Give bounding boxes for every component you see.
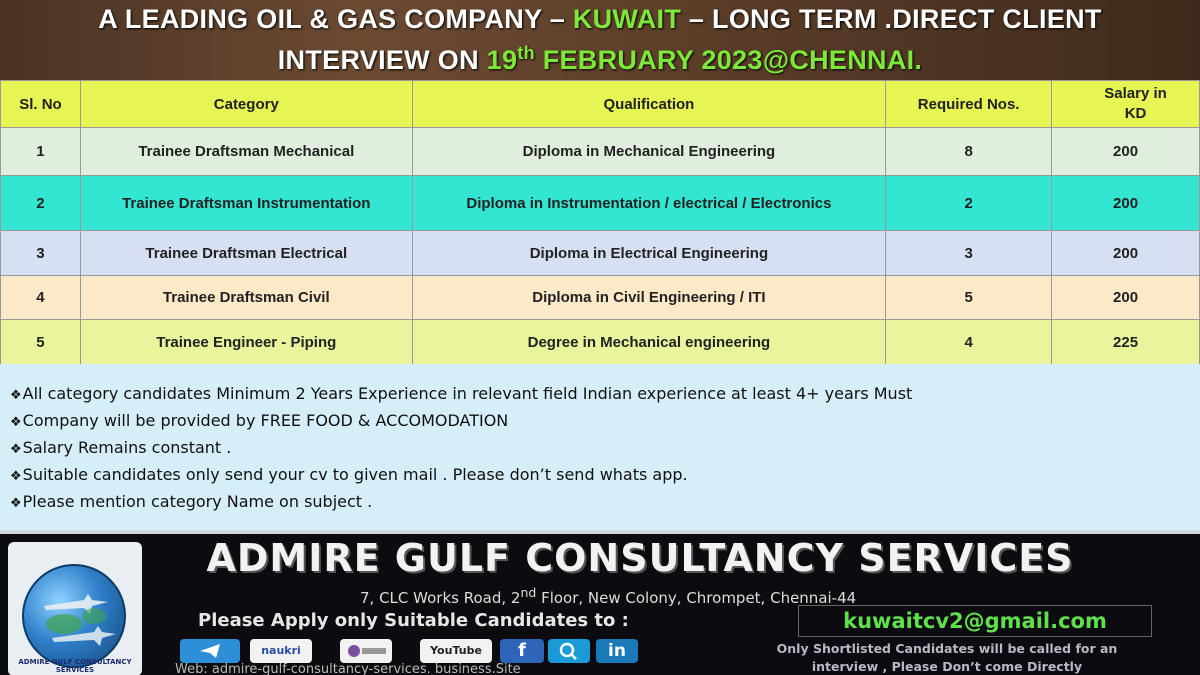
job-table [0, 80, 1200, 366]
address-sup: nd [520, 585, 537, 600]
header-line1-prefix: A LEADING OIL & GAS COMPANY – [98, 4, 573, 34]
diamond-bullet-icon: ❖ [10, 388, 22, 403]
cell-slno: 1 [1, 128, 81, 176]
interview-location: @CHENNAI. [762, 45, 923, 75]
cell-required: 4 [886, 320, 1052, 366]
note-text: All category candidates Minimum 2 Years Experience in relevant field Indian experience at least 4+ years Must [22, 384, 913, 403]
note-item [10, 461, 1200, 488]
brand-name: ADMIRE GULF CONSULTANCY SERVICES [206, 536, 1074, 580]
cell-qualification: Diploma in Electrical Engineering [412, 231, 886, 276]
note-item [10, 407, 1200, 434]
header-title-line1 [0, 4, 1200, 35]
header-category: Category [80, 81, 412, 128]
cell-qualification: Diploma in Instrumentation / electrical / Electronics [412, 176, 886, 231]
cell-required: 2 [886, 176, 1052, 231]
cell-category: Trainee Engineer - Piping [80, 320, 412, 366]
table-row [1, 276, 1200, 320]
header-banner [0, 0, 1200, 80]
address-prefix: 7, CLC Works Road, 2 [360, 589, 521, 607]
note-item [10, 380, 1200, 407]
note-item [10, 434, 1200, 461]
table-row [1, 231, 1200, 276]
cell-required: 8 [886, 128, 1052, 176]
header-slno: Sl. No [1, 81, 81, 128]
shortlist-notice [742, 640, 1152, 675]
header-title-line2 [0, 43, 1200, 76]
company-logo [8, 542, 142, 675]
cell-salary: 200 [1052, 176, 1200, 231]
airplane-icon [24, 566, 128, 670]
cell-qualification: Degree in Mechanical engineering [412, 320, 886, 366]
telegram-icon[interactable] [180, 639, 240, 663]
cell-qualification: Diploma in Mechanical Engineering [412, 128, 886, 176]
note-text: Salary Remains constant . [22, 438, 232, 457]
apply-instruction: Please Apply only Suitable Candidates to : [198, 610, 629, 631]
shortlist-line1: Only Shortlisted Candidates will be called for an [776, 641, 1118, 656]
table-row [1, 320, 1200, 366]
website-link[interactable]: Web: admire-gulf-consultancy-services. business.Site [175, 662, 521, 675]
company-address [360, 585, 856, 607]
facebook-icon[interactable]: f [500, 639, 544, 663]
cell-category: Trainee Draftsman Civil [80, 276, 412, 320]
cell-category: Trainee Draftsman Electrical [80, 231, 412, 276]
header-line2-prefix: INTERVIEW ON [277, 45, 487, 75]
cell-qualification: Diploma in Civil Engineering / ITI [412, 276, 886, 320]
logo-text: ADMIRE GULF CONSULTANCY SERVICES [18, 658, 132, 674]
note-text: Please mention category Name on subject . [22, 492, 373, 511]
cell-salary: 225 [1052, 320, 1200, 366]
cell-slno: 3 [1, 231, 81, 276]
header-line1-suffix: – LONG TERM .DIRECT CLIENT [681, 4, 1102, 34]
diamond-bullet-icon: ❖ [10, 496, 22, 511]
cell-salary: 200 [1052, 276, 1200, 320]
diamond-bullet-icon: ❖ [10, 415, 22, 430]
cell-slno: 4 [1, 276, 81, 320]
cell-slno: 2 [1, 176, 81, 231]
search-icon[interactable] [548, 639, 590, 663]
header-salary [1052, 81, 1200, 128]
interview-day-suffix: th [517, 43, 535, 63]
header-country: KUWAIT [572, 4, 682, 34]
header-qualification: Qualification [412, 81, 886, 128]
cell-required: 3 [886, 231, 1052, 276]
linkedin-icon[interactable]: in [596, 639, 638, 663]
interview-month-year: FEBRUARY 2023 [534, 45, 763, 75]
diamond-bullet-icon: ❖ [10, 442, 22, 457]
youtube-icon[interactable]: YouTube [420, 639, 492, 663]
cell-category: Trainee Draftsman Mechanical [80, 128, 412, 176]
header-salary-line1: Salary in [1104, 85, 1167, 102]
table-row [1, 176, 1200, 231]
address-suffix: Floor, New Colony, Chrompet, Chennai-44 [536, 589, 857, 607]
note-item [10, 488, 1200, 515]
table-row [1, 128, 1200, 176]
header-required: Required Nos. [886, 81, 1052, 128]
cell-salary: 200 [1052, 231, 1200, 276]
cell-slno: 5 [1, 320, 81, 366]
table-header-row [1, 81, 1200, 128]
note-text: Suitable candidates only send your cv to given mail . Please don’t send whats app. [22, 465, 688, 484]
naukri-icon[interactable]: naukri [250, 639, 312, 663]
globe-icon [22, 564, 126, 668]
cell-category: Trainee Draftsman Instrumentation [80, 176, 412, 231]
shortlist-line2: interview , Please Don’t come Directly [811, 659, 1083, 674]
footer-banner [0, 530, 1200, 675]
header-salary-line2: KD [1124, 105, 1147, 122]
cell-salary: 200 [1052, 128, 1200, 176]
contact-email[interactable]: kuwaitcv2@gmail.com [798, 605, 1152, 637]
cell-required: 5 [886, 276, 1052, 320]
diamond-bullet-icon: ❖ [10, 469, 22, 484]
notes-section [0, 364, 1200, 530]
monster-icon[interactable] [340, 639, 392, 663]
interview-day: 19 [486, 45, 518, 75]
note-text: Company will be provided by FREE FOOD & ACCOMODATION [22, 411, 509, 430]
